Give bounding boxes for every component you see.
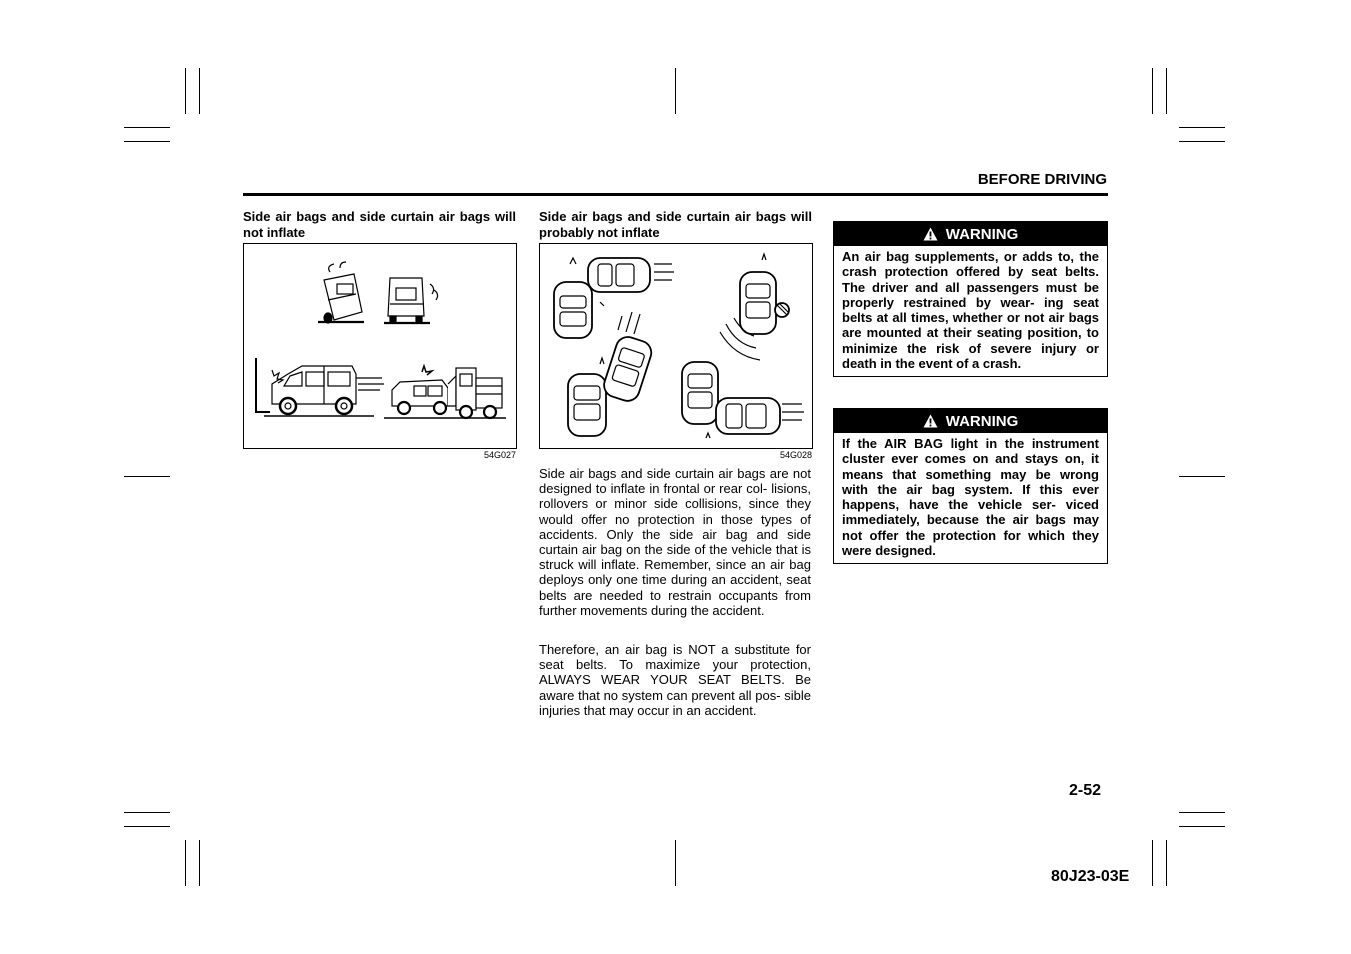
left-subheading: Side air bags and side curtain air bags will not inflate [243, 209, 516, 240]
body-paragraph-1: Side air bags and side curtain air bags are not designed to inflate in frontal or rear col- lisions, rollovers or minor side collisions, since they would offer no protection in those types of accidents. Only the side air bag and side curtain air bag on the side of the vehicle that is struck will inflate. Remember, since an air bag deploys only one time during an accident, seat belts are needed to restrain occupants from further movements during the accident. [539, 466, 811, 618]
probably-no-inflate-illustration [540, 244, 812, 448]
figure-probably-no-inflate [539, 243, 813, 449]
warning-title: WARNING [945, 225, 1019, 243]
figure-no-inflate [243, 243, 517, 449]
upside-down-van-icon [384, 278, 438, 323]
pole-collision-car-icon [720, 254, 789, 360]
angled-collision-cars-icon [554, 258, 674, 338]
middle-subheading: Side air bags and side curtain air bags will probably not inflate [539, 209, 812, 240]
no-inflate-illustration [244, 244, 516, 448]
rear-crash-van-icon [384, 366, 506, 418]
warning-header [834, 409, 1107, 433]
warning-box-seat-belts [833, 221, 1108, 377]
rollover-van-icon [318, 262, 364, 323]
section-title: BEFORE DRIVING [977, 171, 1107, 188]
figure-code-54G027: 54G027 [483, 450, 516, 460]
warning-text: An air bag supplements, or adds to, the crash protection offered by seat belts. The driver and all passengers must be properly restrained by wear- ing seat belts at all times, whether or not air bags are mounted at their seating position, to minimize the risk of severe injury or death in the event of a crash. [842, 249, 1099, 372]
side-impact-cars-icon [682, 362, 804, 438]
warning-triangle-icon [923, 227, 938, 241]
frontal-crash-van-icon [256, 358, 384, 416]
figure-code-54G028: 54G028 [779, 450, 812, 460]
warning-header [834, 222, 1107, 246]
body-paragraph-2: Therefore, an air bag is NOT a substitute for seat belts. To maximize your protection, ALWAYS WEAR YOUR SEAT BELTS. Be aware that no system can prevent all pos- sible injuries that may occur in an accident. [539, 642, 811, 718]
page-number: 2-52 [1069, 782, 1102, 799]
header-rule [243, 193, 1108, 196]
warning-box-airbag-light [833, 408, 1108, 564]
warning-title: WARNING [945, 412, 1019, 430]
warning-text: If the AIR BAG light in the instrument cluster ever comes on and stays on, it means that something may be wrong with the air bag system. If this ever happens, have the vehicle ser- viced immediately, because the air bags may not offer the protection for which they were designed. [842, 436, 1099, 559]
document-code: 80J23-03E [1051, 868, 1130, 885]
warning-triangle-icon [923, 414, 938, 428]
